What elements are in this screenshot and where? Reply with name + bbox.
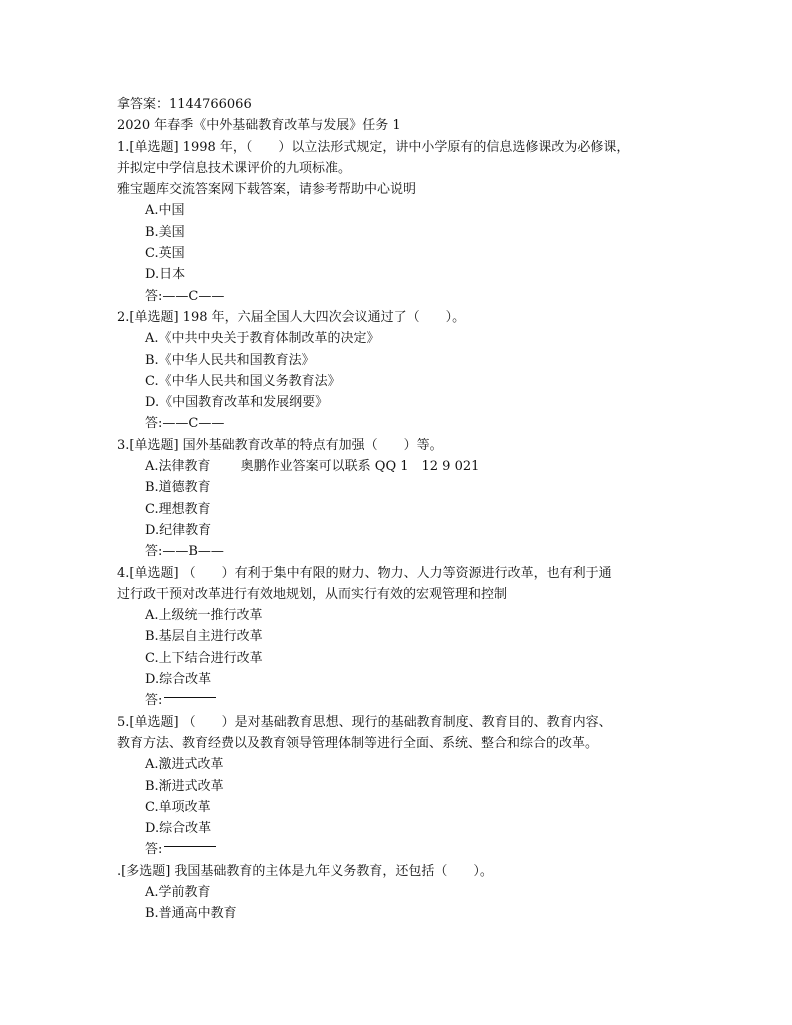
question-4-text-line-2: 过行政干预对改革进行有效地规划，从而实行有效的宏观管理和控制 [117, 586, 508, 602]
question-2-option-c: C.《中华人民共和国义务教育法》 [145, 373, 341, 389]
answer-blank-line [164, 697, 216, 698]
question-2-option-d: D.《中国教育改革和发展纲要》 [145, 395, 329, 411]
question-4-answer-label: 答: [145, 693, 163, 709]
document-title: 2020 年春季《中外基础教育改革与发展》任务 1 [117, 118, 401, 134]
question-1-text-line-2: 并拟定中学信息技术课评价的九项标准。 [117, 160, 352, 176]
question-3-answer: 答:——B—— [145, 544, 224, 560]
question-5-answer [117, 839, 697, 860]
question-5-option-b: B.渐进式改革 [145, 778, 224, 794]
answer-blank-line [164, 846, 216, 847]
question-4-option-d: D.综合改革 [145, 672, 212, 688]
question-3-option-d: D.纪律教育 [145, 522, 212, 538]
question-4-option-a: A.上级统一推行改革 [145, 608, 263, 624]
question-4-answer [117, 690, 697, 711]
question-1-answer: 答:——C—— [145, 288, 225, 304]
question-1-option-c: C.英国 [145, 246, 185, 262]
question-4-text-line-1: 4.[单选题] （ ）有利于集中有限的财力、物力、人力等资源进行改革，也有利于通 [117, 565, 612, 581]
question-5-option-a: A.激进式改革 [145, 757, 224, 773]
question-1-text-line-1: 1.[单选题] 1998 年，（ ）以立法形式规定，讲中小学原有的信息选修课改为必修课， [117, 139, 630, 155]
question-5-option-d: D.综合改革 [145, 821, 212, 837]
question-3 [117, 435, 697, 563]
question-4 [117, 563, 697, 712]
question-2-option-a: A.《中共中央关于教育体制改革的决定》 [145, 331, 380, 347]
question-2 [117, 307, 697, 435]
question-1-option-d: D.日本 [145, 267, 186, 283]
question-6-option-b: B.普通高中教育 [145, 906, 237, 922]
question-5-text-line-1: 5.[单选题] （ ）是对基础教育思想、现行的基础教育制度、教育目的、教育内容、 [117, 714, 612, 730]
question-3-text-line-1: 3.[单选题] 国外基础教育改革的特点有加强（ ）等。 [117, 437, 443, 453]
question-3-option-b: B.道德教育 [145, 480, 211, 496]
question-3-option-a: A.法律教育 奥鹏作业答案可以联系 QQ 1 12 9 021 [145, 459, 480, 475]
question-6-text-line-1: .[多选题] 我国基础教育的主体是九年义务教育，还包括（ ）。 [117, 863, 493, 879]
question-5-option-c: C.单项改革 [145, 799, 211, 815]
question-6-option-a: A.学前教育 [145, 884, 211, 900]
question-1-option-b: B.美国 [145, 224, 185, 240]
question-1 [117, 137, 697, 307]
question-5-answer-label: 答: [145, 842, 163, 858]
question-4-option-b: B.基层自主进行改革 [145, 629, 263, 645]
question-4-option-c: C.上下结合进行改革 [145, 650, 263, 666]
question-2-answer: 答:——C—— [145, 416, 225, 432]
question-1-text-line-3: 雅宝题库交流答案网下载答案，请参考帮助中心说明 [117, 182, 417, 198]
question-6 [117, 861, 697, 925]
question-3-option-c: C.理想教育 [145, 501, 211, 517]
question-2-option-b: B.《中华人民共和国教育法》 [145, 352, 315, 368]
question-5 [117, 712, 697, 861]
question-5-text-line-2: 教育方法、教育经费以及教育领导管理体制等进行全面、系统、整合和综合的改革。 [117, 735, 599, 751]
question-1-option-a: A.中国 [145, 203, 185, 219]
question-2-text-line-1: 2.[单选题] 198 年，六届全国人大四次会议通过了（ ）。 [117, 309, 466, 325]
document-body [117, 94, 697, 925]
contact-line: 拿答案：1144766066 [117, 97, 252, 112]
